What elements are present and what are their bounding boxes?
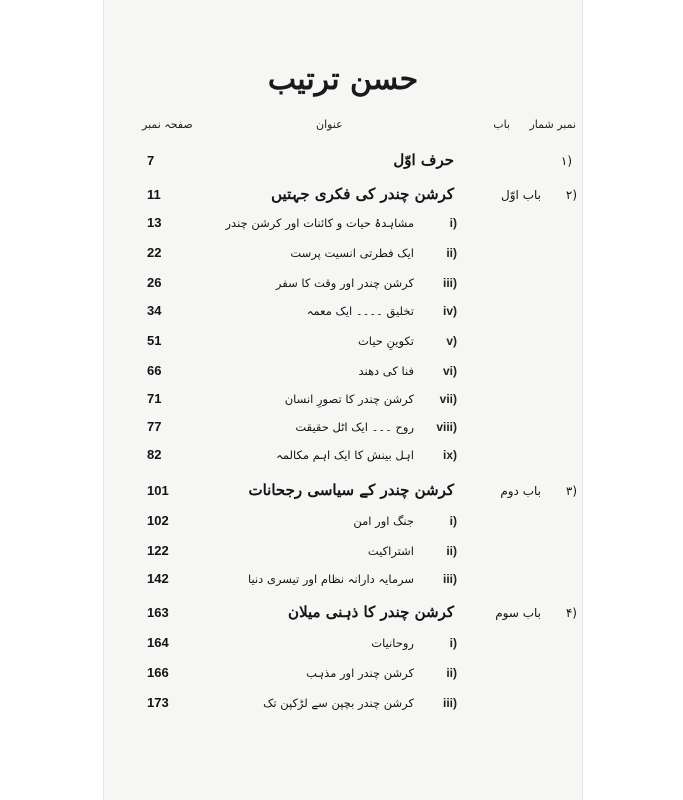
toc-roman-numeral: vi) xyxy=(442,364,457,378)
toc-chapter-name: باب اوّل xyxy=(501,188,541,202)
toc-row xyxy=(104,569,582,591)
toc-row xyxy=(104,243,582,265)
toc-row xyxy=(104,603,582,625)
toc-entry-title: کرشن چندر اور وقت کا سفر xyxy=(275,276,414,290)
toc-entry-title: اہل بینش کا ایک اہم مکالمہ xyxy=(276,448,414,462)
toc-roman-numeral: i) xyxy=(449,216,457,230)
toc-entry-title: اشتراکیت xyxy=(367,544,414,558)
toc-page-number: 11 xyxy=(147,187,161,202)
toc-page-number: 34 xyxy=(147,303,162,318)
toc-roman-numeral: iii) xyxy=(443,696,457,710)
toc-row xyxy=(104,481,582,503)
toc-roman-numeral: ii) xyxy=(446,666,457,680)
toc-row xyxy=(104,417,582,439)
toc-roman-numeral: v) xyxy=(446,334,457,348)
toc-roman-numeral: iv) xyxy=(442,304,457,318)
toc-roman-numeral: iii) xyxy=(443,276,457,290)
toc-page-number: 101 xyxy=(147,483,169,498)
toc-entry-title: کرشن چندر کا ذہنی میلان xyxy=(288,603,454,621)
toc-page-number: 82 xyxy=(147,447,162,462)
toc-row xyxy=(104,273,582,295)
toc-chapter-number: ٢) xyxy=(565,188,577,202)
toc-entry-title: کرشن چندر اور مذہب xyxy=(306,666,414,680)
toc-page-number: 142 xyxy=(147,571,169,586)
toc-entry-title: ایک فطرتی انسیت پرست xyxy=(290,246,414,260)
toc-row xyxy=(104,633,582,655)
toc-roman-numeral: ix) xyxy=(442,448,457,462)
toc-entry-title: کرشن چندر بچپن سے لڑکپن تک xyxy=(263,696,414,710)
page-title: حسن ترتیب xyxy=(267,62,419,97)
toc-entry-title: روح ۔۔۔ ایک اٹل حقیقت xyxy=(295,420,414,434)
toc-entry-title: حرف اوّل xyxy=(393,151,454,169)
toc-page-number: 77 xyxy=(147,419,162,434)
toc-entry-title: جنگ اور امن xyxy=(353,514,414,528)
toc-entry-title: تکوینِ حیات xyxy=(357,334,414,348)
toc-row xyxy=(104,301,582,323)
toc-row xyxy=(104,331,582,353)
toc-entry-title: مشاہدۂ حیات و کائنات اور کرشن چندر xyxy=(225,216,414,230)
toc-page-number: 7 xyxy=(147,153,155,168)
toc-roman-numeral: iii) xyxy=(443,572,457,586)
toc-chapter-number: ۴) xyxy=(565,606,577,620)
toc-entry-title: کرشن چندر کا تصورِ انسان xyxy=(284,392,414,406)
toc-roman-numeral: i) xyxy=(449,636,457,650)
toc-row xyxy=(104,541,582,563)
toc-page-number: 122 xyxy=(147,543,169,558)
toc-page-number: 163 xyxy=(147,605,169,620)
toc-roman-numeral: ii) xyxy=(446,246,457,260)
toc-roman-numeral: viii) xyxy=(436,420,457,434)
header-page: صفحہ نمبر xyxy=(142,118,193,131)
header-serial: نمبر شمار xyxy=(529,118,576,131)
toc-entry-title: کرشن چندر کی فکری جہتیں xyxy=(271,185,454,203)
toc-row xyxy=(104,511,582,533)
toc-row xyxy=(104,151,582,173)
header-topic: عنوان xyxy=(316,118,343,131)
toc-row xyxy=(104,213,582,235)
toc-page-number: 51 xyxy=(147,333,162,348)
toc-row xyxy=(104,361,582,383)
toc-row xyxy=(104,693,582,715)
toc-row xyxy=(104,185,582,207)
toc-page-number: 71 xyxy=(147,391,162,406)
toc-page-number: 102 xyxy=(147,513,169,528)
toc-roman-numeral: i) xyxy=(449,514,457,528)
toc-serial-number: ١) xyxy=(560,154,572,168)
toc-entry-title: فنا کی دھند xyxy=(358,364,414,378)
toc-entry-title: کرشن چندر کے سیاسی رجحانات xyxy=(248,481,454,499)
toc-page-number: 66 xyxy=(147,363,162,378)
toc-page-number: 164 xyxy=(147,635,169,650)
toc-row xyxy=(104,663,582,685)
toc-page-number: 26 xyxy=(147,275,162,290)
toc-chapter-name: باب دوم xyxy=(500,484,541,498)
toc-entry-title: روحانیات xyxy=(371,636,414,650)
toc-chapter-name: باب سوم xyxy=(495,606,541,620)
toc-entry-title: تخلیق ۔۔۔۔ ایک معمہ xyxy=(306,304,414,318)
toc-roman-numeral: ii) xyxy=(446,544,457,558)
toc-page-number: 166 xyxy=(147,665,169,680)
toc-page-number: 22 xyxy=(147,245,162,260)
toc-page-number: 173 xyxy=(147,695,169,710)
header-chapter: باب xyxy=(493,118,510,131)
toc-roman-numeral: vii) xyxy=(439,392,457,406)
toc-chapter-number: ٣) xyxy=(565,484,577,498)
toc-row xyxy=(104,445,582,467)
toc-page-number: 13 xyxy=(147,215,162,230)
toc-entry-title: سرمایہ دارانہ نظام اور تیسری دنیا xyxy=(248,572,414,586)
book-page xyxy=(103,0,583,800)
toc-row xyxy=(104,389,582,411)
